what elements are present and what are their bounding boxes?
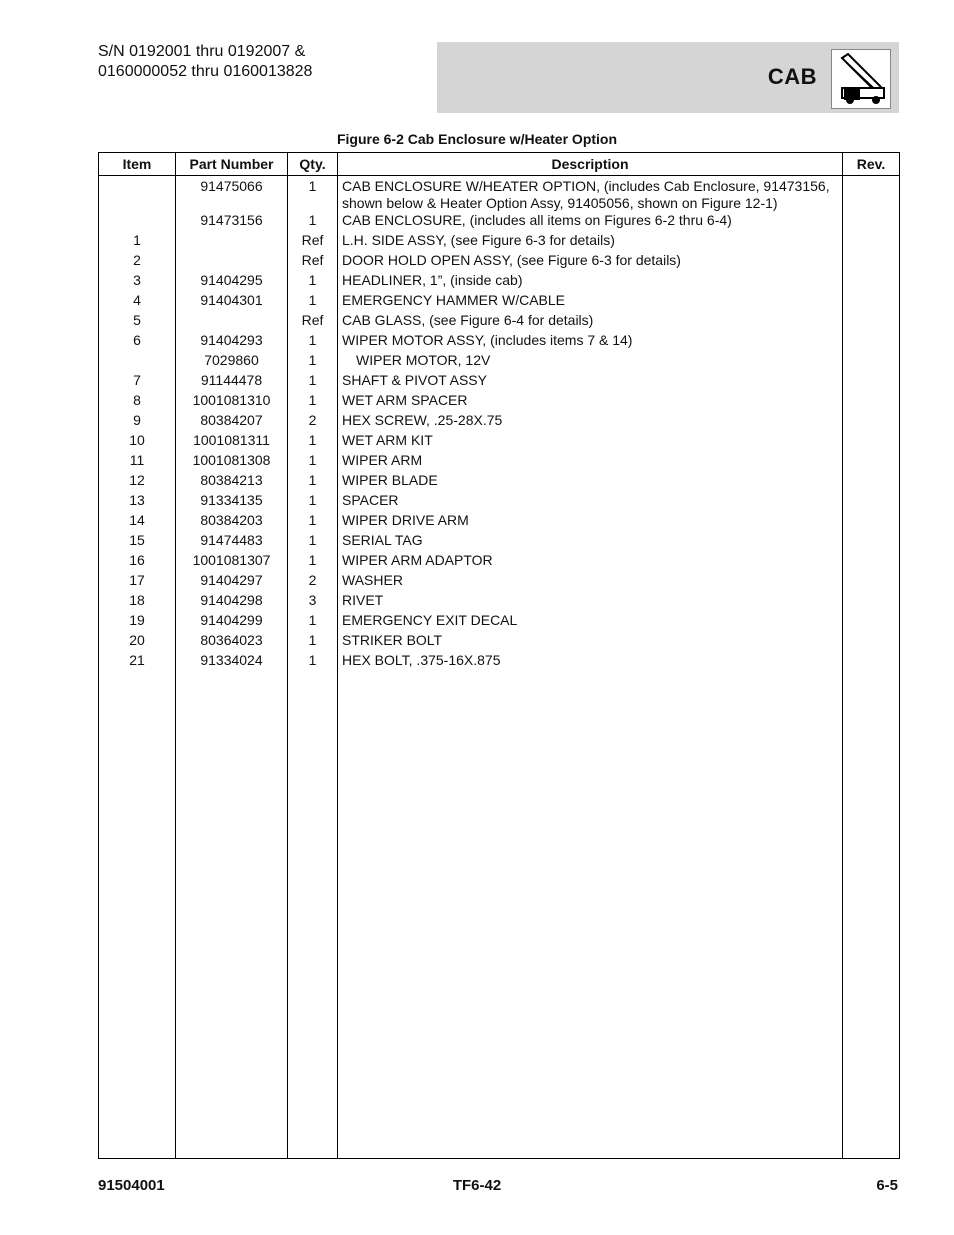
description-cell: DOOR HOLD OPEN ASSY, (see Figure 6-3 for details) bbox=[338, 252, 843, 272]
item-cell: 6 bbox=[99, 332, 176, 352]
part-number-cell bbox=[176, 312, 288, 332]
item-cell: 19 bbox=[99, 612, 176, 632]
empty-cell bbox=[338, 672, 843, 1159]
qty-cell: 1 bbox=[288, 652, 338, 672]
item-cell: 7 bbox=[99, 372, 176, 392]
part-number-cell: 80384203 bbox=[176, 512, 288, 532]
aerial-lift-icon bbox=[831, 49, 891, 109]
table-row bbox=[99, 352, 900, 372]
description-line: shown below & Heater Option Assy, 91405056, shown on Figure 12-1) bbox=[342, 195, 778, 211]
item-cell bbox=[99, 212, 176, 232]
part-number-cell: 91404295 bbox=[176, 272, 288, 292]
qty-cell: 1 bbox=[288, 612, 338, 632]
serial-number-range bbox=[98, 42, 312, 82]
rev-cell bbox=[843, 452, 900, 472]
item-cell: 1 bbox=[99, 232, 176, 252]
qty-cell: 1 bbox=[288, 352, 338, 372]
qty-cell: 1 bbox=[288, 452, 338, 472]
table-row bbox=[99, 392, 900, 412]
qty-cell: 1 bbox=[288, 512, 338, 532]
item-cell: 12 bbox=[99, 472, 176, 492]
table-row bbox=[99, 512, 900, 532]
part-number-cell: 1001081307 bbox=[176, 552, 288, 572]
parts-table bbox=[98, 152, 900, 1159]
part-number-cell: 91404298 bbox=[176, 592, 288, 612]
description-cell: CAB GLASS, (see Figure 6-4 for details) bbox=[338, 312, 843, 332]
description-cell: RIVET bbox=[338, 592, 843, 612]
item-cell: 4 bbox=[99, 292, 176, 312]
qty-cell: 1 bbox=[288, 492, 338, 512]
part-number-cell: 1001081308 bbox=[176, 452, 288, 472]
description-cell: WET ARM SPACER bbox=[338, 392, 843, 412]
table-row bbox=[99, 332, 900, 352]
rev-cell bbox=[843, 612, 900, 632]
description-cell: SPACER bbox=[338, 492, 843, 512]
description-cell: HEX SCREW, .25-28X.75 bbox=[338, 412, 843, 432]
qty-cell: 2 bbox=[288, 412, 338, 432]
table-row bbox=[99, 572, 900, 592]
rev-cell bbox=[843, 176, 900, 213]
rev-cell bbox=[843, 332, 900, 352]
table-row bbox=[99, 472, 900, 492]
empty-cell bbox=[288, 672, 338, 1159]
item-cell: 18 bbox=[99, 592, 176, 612]
description-text-indented: WIPER MOTOR, 12V bbox=[356, 352, 491, 368]
qty-cell: 1 bbox=[288, 176, 338, 213]
rev-cell bbox=[843, 212, 900, 232]
part-number-cell: 91334135 bbox=[176, 492, 288, 512]
rev-cell bbox=[843, 492, 900, 512]
rev-cell bbox=[843, 432, 900, 452]
part-number-cell: 80384213 bbox=[176, 472, 288, 492]
description-cell bbox=[338, 176, 843, 213]
item-cell bbox=[99, 352, 176, 372]
part-number-cell: 91473156 bbox=[176, 212, 288, 232]
table-row bbox=[99, 212, 900, 232]
table-row bbox=[99, 412, 900, 432]
qty-cell: Ref bbox=[288, 312, 338, 332]
empty-cell bbox=[176, 672, 288, 1159]
table-row bbox=[99, 372, 900, 392]
rev-cell bbox=[843, 292, 900, 312]
rev-cell bbox=[843, 272, 900, 292]
part-number-cell: 91334024 bbox=[176, 652, 288, 672]
empty-cell bbox=[99, 672, 176, 1159]
description-line: CAB ENCLOSURE W/HEATER OPTION, (includes Cab Enclosure, 91473156, bbox=[342, 178, 830, 194]
table-row bbox=[99, 272, 900, 292]
item-cell: 11 bbox=[99, 452, 176, 472]
item-cell: 8 bbox=[99, 392, 176, 412]
description-cell: STRIKER BOLT bbox=[338, 632, 843, 652]
empty-cell bbox=[843, 672, 900, 1159]
table-row bbox=[99, 532, 900, 552]
item-cell: 21 bbox=[99, 652, 176, 672]
description-cell: WET ARM KIT bbox=[338, 432, 843, 452]
part-number-cell: 1001081311 bbox=[176, 432, 288, 452]
column-header-item: Item bbox=[99, 153, 176, 176]
qty-cell: 1 bbox=[288, 272, 338, 292]
description-cell: CAB ENCLOSURE, (includes all items on Figures 6-2 thru 6-4) bbox=[338, 212, 843, 232]
part-number-cell: 91404293 bbox=[176, 332, 288, 352]
footer-document-number: 91504001 bbox=[98, 1177, 165, 1194]
rev-cell bbox=[843, 512, 900, 532]
table-row bbox=[99, 176, 900, 213]
item-cell: 10 bbox=[99, 432, 176, 452]
description-cell: WASHER bbox=[338, 572, 843, 592]
item-cell: 2 bbox=[99, 252, 176, 272]
part-number-cell: 91474483 bbox=[176, 532, 288, 552]
rev-cell bbox=[843, 312, 900, 332]
rev-cell bbox=[843, 412, 900, 432]
description-cell: EMERGENCY EXIT DECAL bbox=[338, 612, 843, 632]
table-row bbox=[99, 252, 900, 272]
figure-title: Figure 6-2 Cab Enclosure w/Heater Option bbox=[336, 131, 618, 147]
description-cell: EMERGENCY HAMMER W/CABLE bbox=[338, 292, 843, 312]
footer-page-number: 6-5 bbox=[876, 1177, 898, 1194]
item-cell: 9 bbox=[99, 412, 176, 432]
part-number-cell: 91475066 bbox=[176, 176, 288, 213]
column-header-description: Description bbox=[338, 153, 843, 176]
part-number-cell: 1001081310 bbox=[176, 392, 288, 412]
part-number-cell bbox=[176, 232, 288, 252]
serial-line-2: 0160000052 thru 0160013828 bbox=[98, 63, 313, 80]
description-cell: WIPER DRIVE ARM bbox=[338, 512, 843, 532]
item-cell: 15 bbox=[99, 532, 176, 552]
qty-cell: 1 bbox=[288, 632, 338, 652]
table-row bbox=[99, 432, 900, 452]
column-header-part-number: Part Number bbox=[176, 153, 288, 176]
section-header bbox=[437, 42, 899, 113]
item-cell: 3 bbox=[99, 272, 176, 292]
rev-cell bbox=[843, 372, 900, 392]
qty-cell: 1 bbox=[288, 332, 338, 352]
table-filler-row bbox=[99, 672, 900, 1159]
description-cell: SHAFT & PIVOT ASSY bbox=[338, 372, 843, 392]
qty-cell: 1 bbox=[288, 212, 338, 232]
qty-cell: 1 bbox=[288, 372, 338, 392]
rev-cell bbox=[843, 532, 900, 552]
rev-cell bbox=[843, 232, 900, 252]
rev-cell bbox=[843, 392, 900, 412]
qty-cell: 1 bbox=[288, 472, 338, 492]
qty-cell: 2 bbox=[288, 572, 338, 592]
rev-cell bbox=[843, 552, 900, 572]
qty-cell: 1 bbox=[288, 532, 338, 552]
column-header-rev: Rev. bbox=[843, 153, 900, 176]
part-number-cell: 91404301 bbox=[176, 292, 288, 312]
rev-cell bbox=[843, 632, 900, 652]
part-number-cell: 7029860 bbox=[176, 352, 288, 372]
table-row bbox=[99, 292, 900, 312]
description-cell: WIPER MOTOR ASSY, (includes items 7 & 14) bbox=[338, 332, 843, 352]
table-row bbox=[99, 592, 900, 612]
rev-cell bbox=[843, 652, 900, 672]
description-cell: WIPER BLADE bbox=[338, 472, 843, 492]
description-cell: SERIAL TAG bbox=[338, 532, 843, 552]
rev-cell bbox=[843, 252, 900, 272]
section-title: CAB bbox=[767, 64, 817, 89]
item-cell: 5 bbox=[99, 312, 176, 332]
item-cell: 14 bbox=[99, 512, 176, 532]
table-row bbox=[99, 492, 900, 512]
description-cell bbox=[338, 352, 843, 372]
description-cell: WIPER ARM ADAPTOR bbox=[338, 552, 843, 572]
table-row bbox=[99, 312, 900, 332]
serial-line-1: S/N 0192001 thru 0192007 & bbox=[98, 43, 306, 60]
rev-cell bbox=[843, 572, 900, 592]
table-row bbox=[99, 552, 900, 572]
rev-cell bbox=[843, 472, 900, 492]
item-cell bbox=[99, 176, 176, 213]
table-row bbox=[99, 652, 900, 672]
qty-cell: Ref bbox=[288, 232, 338, 252]
part-number-cell: 91404299 bbox=[176, 612, 288, 632]
description-cell: HEADLINER, 1”, (inside cab) bbox=[338, 272, 843, 292]
item-cell: 13 bbox=[99, 492, 176, 512]
qty-cell: 1 bbox=[288, 292, 338, 312]
table-row bbox=[99, 612, 900, 632]
part-number-cell bbox=[176, 252, 288, 272]
part-number-cell: 80364023 bbox=[176, 632, 288, 652]
table-row bbox=[99, 232, 900, 252]
part-number-cell: 91144478 bbox=[176, 372, 288, 392]
part-number-cell: 80384207 bbox=[176, 412, 288, 432]
rev-cell bbox=[843, 592, 900, 612]
table-row bbox=[99, 452, 900, 472]
table-header-row bbox=[99, 153, 900, 176]
description-cell: HEX BOLT, .375-16X.875 bbox=[338, 652, 843, 672]
part-number-cell: 91404297 bbox=[176, 572, 288, 592]
qty-cell: 3 bbox=[288, 592, 338, 612]
description-cell: WIPER ARM bbox=[338, 452, 843, 472]
item-cell: 20 bbox=[99, 632, 176, 652]
qty-cell: 1 bbox=[288, 552, 338, 572]
table-row bbox=[99, 632, 900, 652]
qty-cell: Ref bbox=[288, 252, 338, 272]
qty-cell: 1 bbox=[288, 392, 338, 412]
rev-cell bbox=[843, 352, 900, 372]
item-cell: 16 bbox=[99, 552, 176, 572]
item-cell: 17 bbox=[99, 572, 176, 592]
qty-cell: 1 bbox=[288, 432, 338, 452]
footer-manual-code: TF6-42 bbox=[452, 1177, 502, 1194]
column-header-qty: Qty. bbox=[288, 153, 338, 176]
description-cell: L.H. SIDE ASSY, (see Figure 6-3 for details) bbox=[338, 232, 843, 252]
